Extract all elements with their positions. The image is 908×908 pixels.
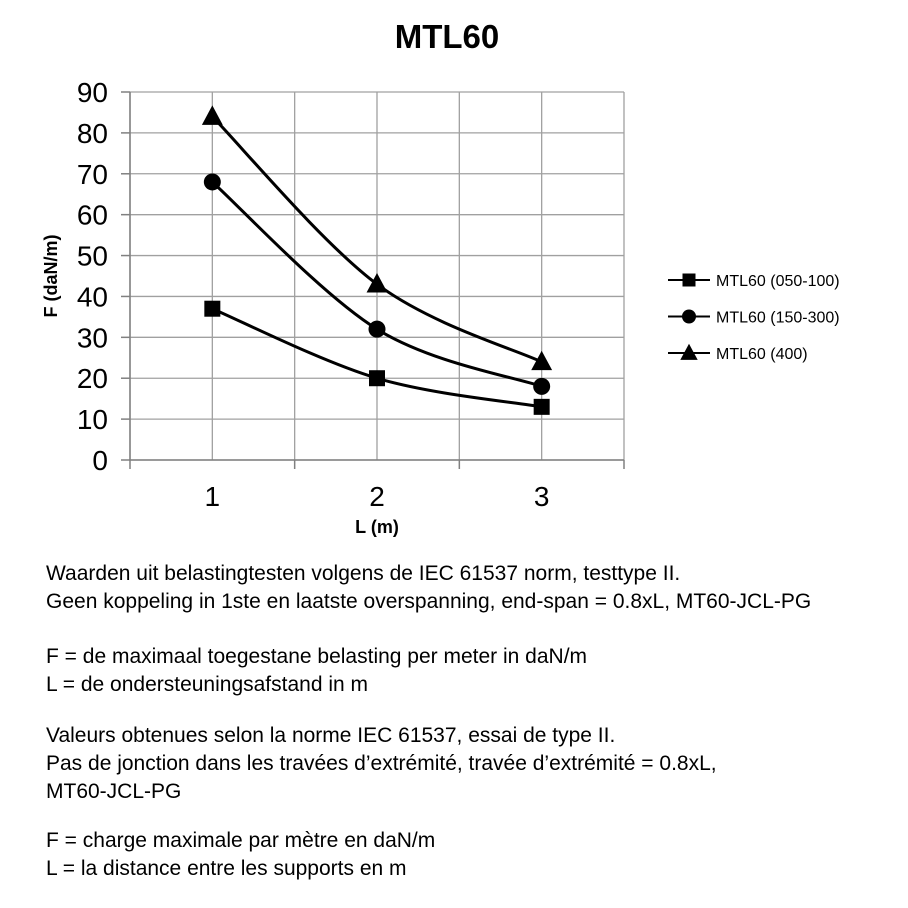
- legend-item: [668, 310, 840, 327]
- note-line: Geen koppeling in 1ste en laatste overspanning, end-span = 0.8xL, MT60-JCL-PG: [46, 590, 812, 613]
- note-line: L = de ondersteuningsafstand in m: [46, 673, 369, 696]
- notes-section: [46, 560, 876, 883]
- y-tick-label: 30: [76, 322, 108, 354]
- legend: [668, 273, 840, 363]
- y-tick-label: 40: [76, 281, 108, 313]
- x-axis-title: L (m): [355, 517, 399, 537]
- note-line: F = charge maximale par mètre en daN/m: [46, 829, 436, 852]
- note-line: Valeurs obtenues selon la norme IEC 61537, essai de type II.: [46, 724, 616, 747]
- note-line: L = la distance entre les supports en m: [46, 857, 407, 880]
- legend-label: MTL60 (150-300): [716, 309, 840, 327]
- y-tick-label: 70: [76, 158, 108, 190]
- x-tick-label: 1: [204, 481, 221, 512]
- note-nl-defs: [46, 643, 876, 699]
- x-tick-label: 3: [533, 481, 550, 512]
- note-fr-test: [46, 722, 876, 806]
- y-axis-title: F (daN/m): [41, 234, 61, 318]
- note-line: MT60-JCL-PG: [46, 780, 182, 803]
- y-tick-label: 60: [76, 199, 108, 231]
- y-tick-label: 10: [76, 404, 108, 436]
- y-tick-label: 50: [76, 240, 108, 272]
- y-tick-label: 20: [76, 363, 108, 395]
- y-tick-label: 80: [76, 117, 108, 149]
- note-fr-defs: [46, 827, 876, 883]
- legend-label: MTL60 (050-100): [716, 273, 840, 290]
- legend-item: [668, 273, 840, 290]
- square-marker-icon: [534, 399, 550, 415]
- circle-marker-icon: [533, 378, 550, 395]
- triangle-marker-icon: [680, 344, 697, 360]
- triangle-marker-icon: [531, 351, 552, 370]
- note-nl-test: [46, 560, 876, 616]
- circle-marker-icon: [682, 310, 696, 324]
- note-line: F = de maximaal toegestane belasting per meter in daN/m: [46, 645, 588, 668]
- legend-item: [668, 344, 808, 363]
- y-tick-label: 90: [76, 77, 108, 108]
- note-line: Waarden uit belastingtesten volgens de IEC 61537 norm, testtype II.: [46, 562, 681, 585]
- square-marker-icon: [369, 370, 385, 386]
- square-marker-icon: [683, 274, 696, 287]
- y-tick-label: 0: [92, 445, 108, 476]
- circle-marker-icon: [204, 173, 221, 190]
- legend-label: MTL60 (400): [716, 346, 808, 363]
- note-line: Pas de jonction dans les travées d’extrémité, travée d’extrémité = 0.8xL,: [46, 752, 717, 775]
- chart-title: MTL60: [394, 18, 500, 55]
- x-tick-label: 2: [369, 481, 385, 512]
- square-marker-icon: [204, 301, 220, 317]
- circle-marker-icon: [369, 321, 386, 338]
- triangle-marker-icon: [202, 105, 223, 124]
- triangle-marker-icon: [367, 273, 388, 292]
